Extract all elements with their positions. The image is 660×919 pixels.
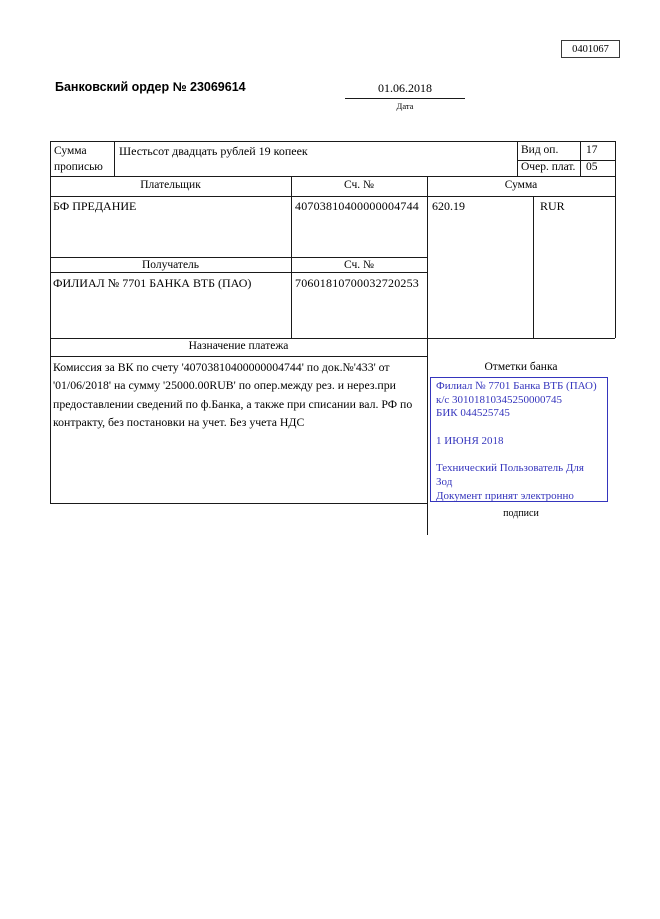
form-code-box (561, 40, 620, 58)
purpose-text: Комиссия за ВК по счету '40703810400000004744' по док.№'433' от '01/06/2018' на сумму '25000.00RUB' по опер.между рез. и нерез.при предоставлении сведений по ф.Банка, а также при списании вал. РФ по контракту, без постановки на учет. Без учета НДС (53, 360, 413, 430)
payment-order-label: Очер. плат. (521, 161, 576, 173)
table-border-top (50, 141, 615, 142)
bank-stamp (430, 377, 608, 502)
payer-name: БФ ПРЕДАНИЕ (53, 199, 137, 213)
accounts-bottom-border (50, 338, 615, 339)
row1-bottom-border (50, 176, 615, 177)
currency-code: RUR (540, 199, 565, 213)
payee-header: Получатель (141, 259, 200, 271)
stamp-date: 1 ИЮНЯ 2018 (436, 434, 504, 447)
stamp-bank-name: Филиал № 7701 Банка ВТБ (ПАО) (436, 380, 597, 392)
purpose-header: Назначение платежа (188, 340, 289, 352)
amount-value: 620.19 (432, 199, 465, 213)
form-code: 0401067 (572, 43, 609, 55)
document-title: Банковский ордер № 23069614 (55, 80, 246, 94)
op-type-left-border (517, 141, 518, 176)
amount-words-label-divider (114, 141, 115, 176)
stamp-user-line1: Технический Пользователь Для (436, 462, 584, 475)
stamp-spacer (436, 449, 603, 463)
amount-currency-divider (533, 196, 534, 338)
date-label: Дата (396, 101, 414, 111)
op-type-value: 17 (586, 144, 598, 156)
payee-account-header: Сч. № (343, 259, 375, 271)
stamp-corr-account: к/с 30101810345250000745 (436, 393, 563, 406)
stamp-user-line2: Зод (436, 475, 453, 488)
purpose-header-underline (50, 356, 427, 357)
payer-account-header: Сч. № (343, 179, 375, 191)
document-date: 01.06.2018 (378, 81, 432, 95)
payer-bottom-border (50, 257, 427, 258)
amount-words: Шестьсот двадцать рублей 19 копеек (119, 144, 308, 158)
op-type-value-divider (580, 141, 581, 176)
payment-order-value: 05 (586, 161, 598, 173)
date-underline (345, 98, 465, 99)
stamp-accepted: Документ принят электронно (436, 489, 574, 502)
payer-account: 40703810400000004744 (295, 199, 419, 213)
header-row-bottom-border (50, 196, 615, 197)
op-type-label: Вид оп. (521, 144, 559, 156)
purpose-bottom-border (50, 503, 427, 504)
bank-marks-header: Отметки банка (484, 361, 558, 373)
stamp-spacer (436, 421, 603, 435)
amount-words-label: Сумма прописью (54, 145, 103, 173)
payer-header: Плательщик (140, 179, 201, 191)
stamp-bik: БИК 044525745 (436, 407, 510, 420)
payee-account: 70601810700032720253 (295, 276, 419, 290)
table-border-left (50, 141, 51, 503)
payee-name: ФИЛИАЛ № 7701 БАНКА ВТБ (ПАО) (53, 276, 252, 290)
amount-header: Сумма (504, 179, 538, 191)
payee-header-bottom-border (50, 272, 427, 273)
signatures-label: подписи (503, 508, 539, 519)
account-amount-divider (427, 176, 428, 535)
table-border-right (615, 141, 616, 338)
name-account-divider (291, 176, 292, 338)
